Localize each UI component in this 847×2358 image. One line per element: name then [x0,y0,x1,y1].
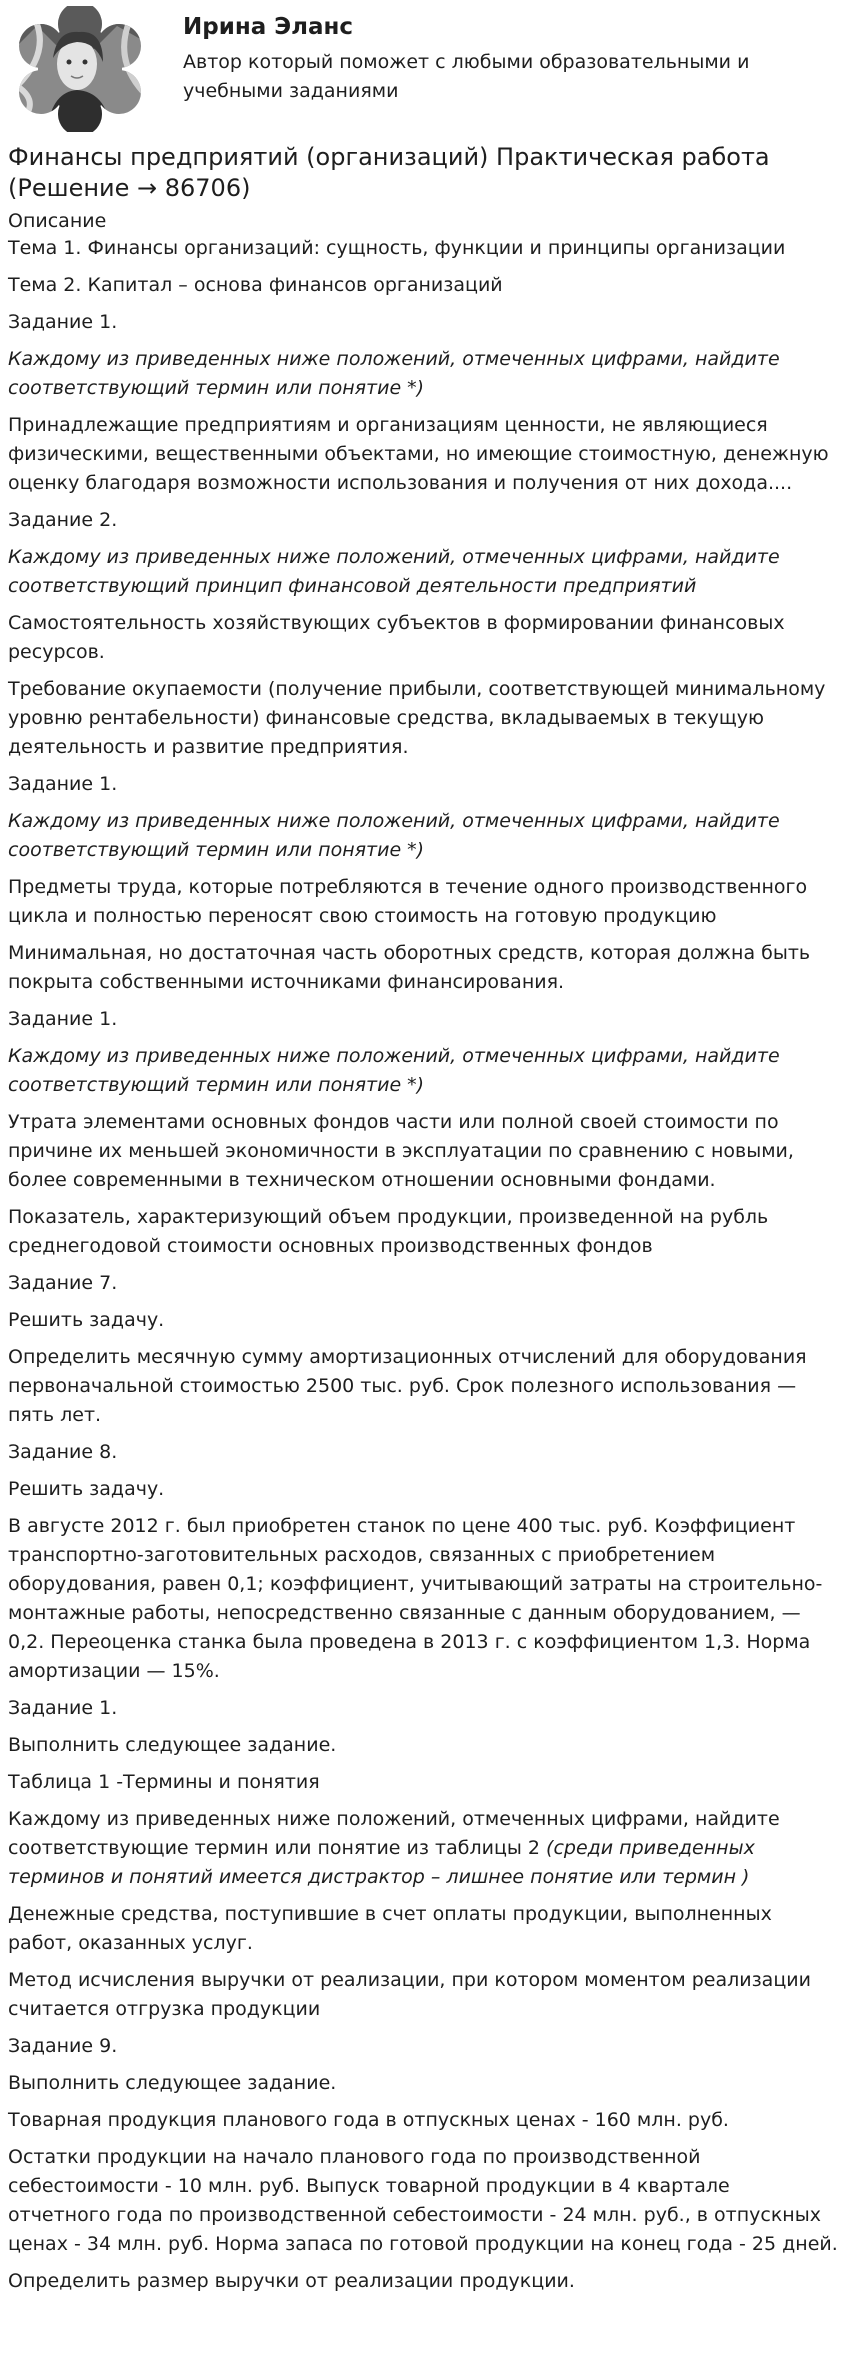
description-paragraph [8,1900,838,1958]
paragraph-text: Задание 1. [8,1697,118,1719]
paragraph-text: Задание 9. [8,2035,118,2057]
description-paragraph [8,543,838,601]
description-paragraph [8,234,838,263]
description-paragraph [8,939,838,997]
paragraph-text: Таблица 1 -Термины и понятия [8,1771,320,1793]
paragraph-text: Требование окупаемости (получение прибыли, соответствующей минимальному уровню рентабельности) финансовые средства, вкладываемых в текущую деятельность и развитие предприятия. [8,678,826,758]
paragraph-text: Определить месячную сумму амортизационных отчислений для оборудования первоначальной стоимостью 2500 тыс. руб. Срок полезного использования — пять лет. [8,1346,807,1426]
paragraph-text: Задание 8. [8,1441,118,1463]
description-paragraph [8,1042,838,1100]
paragraph-text: Показатель, характеризующий объем продукции, произведенной на рубль среднегодовой стоимости основных производственных фондов [8,1206,769,1257]
paragraph-text: Задание 7. [8,1272,118,1294]
page-title: Финансы предприятий (организаций) Практическая работа (Решение → 86706) [8,143,770,202]
description-paragraph [8,411,838,498]
description-paragraph [8,2106,838,2135]
description-paragraph [8,1512,838,1686]
paragraph-text: Остатки продукции на начало планового года по производственной себестоимости - 10 млн. руб. Выпуск товарной продукции в 4 квартале отчетного года по производственной себестоимости - 24 млн. руб., в отпускных ценах - 34 млн. руб. Норма запаса по готовой продукции на конец года - 25 дней. [8,2146,838,2255]
description-paragraph [8,1005,838,1034]
description-paragraph [8,1306,838,1335]
paragraph-text: Самостоятельность хозяйствующих субъектов в формировании финансовых ресурсов. [8,612,785,663]
description-paragraph [8,1108,838,1195]
description-paragraph [8,2143,838,2259]
description-paragraph [8,1269,838,1298]
description-paragraph [8,2069,838,2098]
paragraph-text: Каждому из приведенных ниже положений, отмеченных цифрами, найдите соответствующий термин или понятие *) [8,348,780,399]
description-paragraph [8,1731,838,1760]
paragraph-text: Товарная продукция планового года в отпускных ценах - 160 млн. руб. [8,2109,729,2131]
description-paragraph [8,2032,838,2061]
description-body [8,234,838,2296]
author-description: Автор который поможет с любыми образовательными и учебными заданиями [183,51,750,102]
author-avatar[interactable] [7,6,153,132]
description-paragraph [8,345,838,403]
paragraph-text: Определить размер выручки от реализации продукции. [8,2270,575,2292]
description-paragraph [8,1343,838,1430]
description-label: Описание [8,210,107,232]
description-paragraph [8,1966,838,2024]
description-paragraph [8,308,838,337]
paragraph-text: Решить задачу. [8,1309,165,1331]
description-paragraph [8,506,838,535]
paragraph-text: Выполнить следующее задание. [8,2072,337,2094]
description-paragraph [8,1805,838,1892]
paragraph-text: Метод исчисления выручки от реализации, при котором моментом реализации считается отгрузка продукции [8,1969,811,2020]
paragraph-text: Каждому из приведенных ниже положений, отмеченных цифрами, найдите соответствующий термин или понятие *) [8,810,780,861]
description-paragraph [8,873,838,931]
paragraph-text: Каждому из приведенных ниже положений, отмеченных цифрами, найдите соответствующие термин или понятие из таблицы 2 [8,1808,780,1859]
paragraph-text: Утрата элементами основных фондов части или полной своей стоимости по причине их меньшей экономичности в эксплуатации по сравнению с новыми, более современными в техническом отношении основными фондами. [8,1111,794,1191]
paragraph-text: Задание 1. [8,773,118,795]
paragraph-text: Тема 2. Капитал – основа финансов организаций [8,274,503,296]
paragraph-text: Денежные средства, поступившие в счет оплаты продукции, выполненных работ, оказанных услуг. [8,1903,772,1954]
description-paragraph [8,675,838,762]
paragraph-text: Задание 2. [8,509,118,531]
description-paragraph [8,1203,838,1261]
description-paragraph [8,1694,838,1723]
paragraph-text: В августе 2012 г. был приобретен станок по цене 400 тыс. руб. Коэффициент транспортно-заготовительных расходов, связанных с приобретением оборудования, равен 0,1; коэффициент, учитывающий затраты на строительно-монтажные работы, непосредственно связанные с данным оборудованием, — 0,2. Переоценка станка была проведена в 2013 г. с коэффициентом 1,3. Норма амортизации — 15%. [8,1515,823,1682]
paragraph-text: Тема 1. Финансы организаций: сущность, функции и принципы организации [8,237,786,259]
work-content [8,142,838,2304]
description-paragraph [8,807,838,865]
description-paragraph [8,1475,838,1504]
description-paragraph [8,1768,838,1797]
paragraph-text: Выполнить следующее задание. [8,1734,337,1756]
paragraph-text: Каждому из приведенных ниже положений, отмеченных цифрами, найдите соответствующий термин или понятие *) [8,1045,780,1096]
paragraph-text: Решить задачу. [8,1478,165,1500]
paragraph-text: Каждому из приведенных ниже положений, отмеченных цифрами, найдите соответствующий принцип финансовой деятельности предприятий [8,546,780,597]
author-block [0,0,847,138]
description-paragraph [8,271,838,300]
description-paragraph [8,2267,838,2296]
paragraph-italic-note: (среди приведенных терминов и понятий имеется дистрактор – лишнее понятие или термин ) [8,1837,755,1888]
description-paragraph [8,1438,838,1467]
paragraph-text: Принадлежащие предприятиям и организациям ценности, не являющиеся физическими, вещественными объектами, но имеющие стоимостную, денежную оценку благодаря возможности использования и получения от них дохода.... [8,414,829,494]
paragraph-text: Задание 1. [8,1008,118,1030]
paragraph-text: Предметы труда, которые потребляются в течение одного производственного цикла и полностью переносят свою стоимость на готовую продукцию [8,876,808,927]
description-paragraph [8,770,838,799]
paragraph-text: Минимальная, но достаточная часть оборотных средств, которая должна быть покрыта собственными источниками финансирования. [8,942,811,993]
author-name[interactable]: Ирина Эланс [183,14,354,40]
description-paragraph [8,609,838,667]
paragraph-text: Задание 1. [8,311,118,333]
